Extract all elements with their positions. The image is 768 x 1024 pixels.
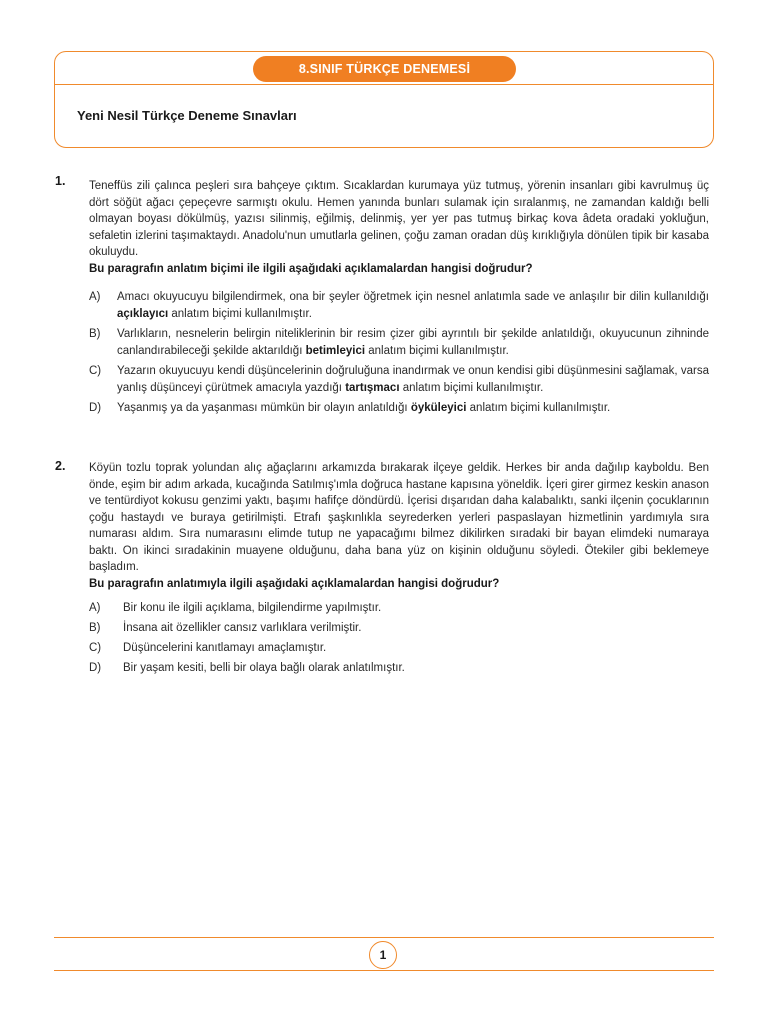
option-text: Düşüncelerini kanıtlamayı amaçlamıştır. — [123, 642, 327, 654]
option-text: Bir yaşam kesiti, belli bir olaya bağlı olarak anlatılmıştır. — [123, 662, 405, 674]
question-2 — [89, 460, 709, 680]
option-text: İnsana ait özellikler cansız varlıklara verilmiştir. — [123, 622, 362, 634]
footer-line-bottom — [54, 970, 714, 971]
page-number: 1 — [369, 941, 397, 969]
option-letter: D) — [89, 402, 102, 414]
footer-line-top — [54, 937, 714, 938]
option-letter: C) — [89, 642, 102, 654]
option-letter: D) — [89, 662, 102, 674]
question-2-option-b[interactable] — [89, 620, 709, 636]
question-2-prompt: Bu paragrafın anlatımıyla ilgili aşağıdaki açıklamalardan hangisi doğrudur? — [89, 577, 500, 590]
question-1-option-c[interactable] — [89, 363, 709, 396]
option-text: Amacı okuyucuyu bilgilendirmek, ona bir şeyler öğretmek için nesnel anlatımla sade ve anlaşılır bir dilin kullanıldığı açıklayıcı anlatım biçimi kullanılmıştır. — [117, 291, 709, 320]
header-divider — [55, 84, 713, 85]
option-text: Yaşanmış ya da yaşanması mümkün bir olayın anlatıldığı öyküleyici anlatım biçimi kullanılmıştır. — [117, 402, 611, 414]
option-letter: B) — [89, 328, 101, 340]
header-title: 8.SINIF TÜRKÇE DENEMESİ — [253, 56, 516, 82]
question-2-option-a[interactable] — [89, 600, 709, 616]
option-letter: A) — [89, 291, 101, 303]
option-keyword: açıklayıcı — [117, 307, 169, 320]
option-text: Bir konu ile ilgili açıklama, bilgilendirme yapılmıştır. — [123, 602, 382, 614]
option-letter: B) — [89, 622, 101, 634]
option-letter: A) — [89, 602, 101, 614]
question-2-option-c[interactable] — [89, 640, 709, 656]
question-1 — [89, 178, 709, 421]
question-1-option-d[interactable] — [89, 400, 709, 417]
question-1-option-a[interactable] — [89, 289, 709, 322]
question-2-number: 2. — [55, 459, 66, 473]
option-keyword: betimleyici — [305, 344, 366, 357]
option-letter: C) — [89, 365, 102, 377]
question-1-prompt: Bu paragrafın anlatım biçimi ile ilgili aşağıdaki açıklamalardan hangisi doğrudur? — [89, 262, 533, 275]
question-1-number: 1. — [55, 174, 66, 188]
header-box — [54, 51, 714, 148]
header-subtitle: Yeni Nesil Türkçe Deneme Sınavları — [77, 108, 297, 123]
question-1-option-b[interactable] — [89, 326, 709, 359]
question-2-option-d[interactable] — [89, 660, 709, 676]
option-text: Yazarın okuyucuyu kendi düşüncelerinin doğruluğuna inandırmak ve onun kendisi gibi düşünmesini sağlamak, varsa yanlış düşünceyi çürütmek amacıyla yazdığı tartışmacı anlatım biçimi kullanılmıştır. — [117, 365, 709, 394]
question-1-options — [89, 289, 709, 417]
option-text: Varlıkların, nesnelerin belirgin niteliklerinin bir resim çizer gibi ayrıntılı bir şekilde anlatıldığı, okuyucunun zihninde canlandırabileceği şekilde aktarıldığı betimleyici anlatım biçimi kullanılmıştır. — [117, 328, 709, 357]
question-2-text: Köyün tozlu toprak yolundan alıç ağaçlarını arkamızda bırakarak ilçeye geldik. Herkes bir anda dağılıp kayboldu. Ben önde, eşim bir adım arkada, kucağında Satılmış'ımla doğruca hastane kapısına yöneldik. İçeri girer girmez keskin anason ve tentürdiyot kokusu genzimi yaktı, başımı hafifçe döndürdü. İçerisi dışarıdan daha kalabalıktı, sanki ilçenin çocuklarının çoğu hastaydı ve buraya getirilmişti. Etrafı şaşkınlıkla seyrederken yerleri paspaslayan hizmetlinin yardımıyla sıra numarası aldım. Sıra numarasını elimde tutup ne yapacağımı bilmez dikilirken sıradaki bir bayan elimdeki numaraya baktı. On ikinci sıradakinin muayene olduğunu, daha bana yüz on kişinin olduğunu söyledi. Ötekiler gibi beklemeye başladım. — [89, 462, 709, 573]
question-2-options — [89, 600, 709, 676]
option-keyword: öyküleyici — [410, 402, 467, 414]
option-keyword: tartışmacı — [345, 381, 400, 394]
question-1-text: Teneffüs zili çalınca peşleri sıra bahçeye çıktım. Sıcaklardan kurumaya yüz tutmuş, yörenin insanları gibi kavrulmuş üç dört söğüt ağacı çepeçevre sarmıştı okulu. Hemen yanında bunları sulamak için sıralanmış, ne zamandan kaldığı belli olmayan boyası dökülmüş, yazısı silinmiş, eğilmiş, delinmiş, yer yer pas tutmuş birkaç kova âdeta oradaki yokluğun, sefaletin izlerini taşımaktaydı. Anadolu'nun umutlarla gelinen, çoğu zaman oradan düş kırıklığıyla dönülen tipik bir kasaba okuluydu. — [89, 180, 709, 258]
